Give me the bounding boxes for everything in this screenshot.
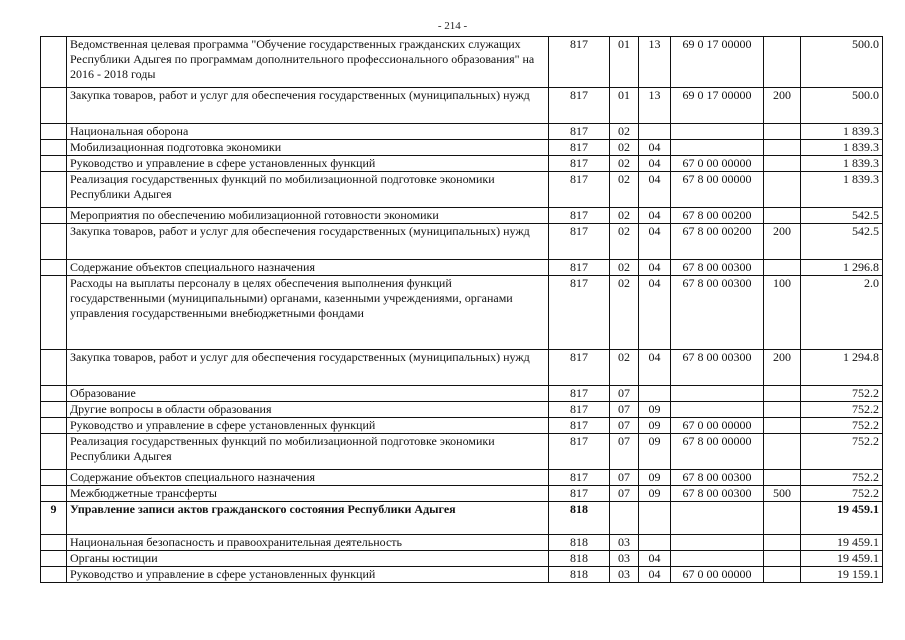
row-pr: 04: [639, 276, 671, 350]
row-name: Руководство и управление в сфере установленных функций: [67, 418, 549, 434]
row-pr: [639, 535, 671, 551]
row-ved: 818: [549, 551, 610, 567]
row-csr: 67 8 00 00000: [671, 434, 764, 470]
row-index: [41, 88, 67, 124]
row-vr: 200: [764, 350, 801, 386]
row-rz: 02: [610, 208, 639, 224]
row-ved: 817: [549, 124, 610, 140]
table-row: [41, 434, 883, 470]
row-vr: [764, 551, 801, 567]
row-csr: 67 8 00 00300: [671, 350, 764, 386]
row-rz: 07: [610, 486, 639, 502]
row-index: [41, 156, 67, 172]
row-vr: [764, 535, 801, 551]
row-rz: 01: [610, 37, 639, 88]
row-vr: [764, 140, 801, 156]
row-name: Содержание объектов специального назначения: [67, 470, 549, 486]
row-vr: [764, 260, 801, 276]
table-row: [41, 156, 883, 172]
row-name: Национальная оборона: [67, 124, 549, 140]
table-row: [41, 350, 883, 386]
row-ved: 817: [549, 140, 610, 156]
row-ved: 817: [549, 276, 610, 350]
row-index: [41, 350, 67, 386]
row-index: [41, 260, 67, 276]
row-csr: 67 0 00 00000: [671, 156, 764, 172]
row-ved: 818: [549, 502, 610, 535]
row-csr: 67 0 00 00000: [671, 567, 764, 583]
row-index: [41, 386, 67, 402]
row-sum: 500.0: [801, 37, 883, 88]
row-sum: 1 294.8: [801, 350, 883, 386]
row-rz: 01: [610, 88, 639, 124]
row-sum: 542.5: [801, 224, 883, 260]
row-name: Управление записи актов гражданского состояния Республики Адыгея: [67, 502, 549, 535]
row-csr: 67 0 00 00000: [671, 418, 764, 434]
row-sum: 1 839.3: [801, 156, 883, 172]
row-name: Образование: [67, 386, 549, 402]
row-name: Руководство и управление в сфере установленных функций: [67, 567, 549, 583]
row-rz: 02: [610, 140, 639, 156]
row-pr: 13: [639, 37, 671, 88]
row-sum: 1 839.3: [801, 172, 883, 208]
row-name: Руководство и управление в сфере установленных функций: [67, 156, 549, 172]
row-name: Закупка товаров, работ и услуг для обеспечения государственных (муниципальных) нужд: [67, 224, 549, 260]
row-pr: 04: [639, 172, 671, 208]
table-row: [41, 276, 883, 350]
row-index: [41, 276, 67, 350]
row-ved: 817: [549, 260, 610, 276]
table-row: [41, 224, 883, 260]
row-ved: 817: [549, 486, 610, 502]
row-vr: 200: [764, 224, 801, 260]
row-pr: 09: [639, 434, 671, 470]
row-index: [41, 551, 67, 567]
row-csr: [671, 386, 764, 402]
row-sum: 19 159.1: [801, 567, 883, 583]
row-ved: 818: [549, 567, 610, 583]
row-pr: 04: [639, 224, 671, 260]
row-rz: 02: [610, 350, 639, 386]
row-vr: [764, 172, 801, 208]
row-vr: [764, 470, 801, 486]
row-index: [41, 470, 67, 486]
row-ved: 817: [549, 88, 610, 124]
row-vr: 200: [764, 88, 801, 124]
row-sum: 1 839.3: [801, 124, 883, 140]
table-row: [41, 260, 883, 276]
table-row: [41, 88, 883, 124]
row-pr: 09: [639, 486, 671, 502]
row-csr: [671, 402, 764, 418]
row-name: Закупка товаров, работ и услуг для обеспечения государственных (муниципальных) нужд: [67, 88, 549, 124]
row-pr: 04: [639, 156, 671, 172]
row-sum: 19 459.1: [801, 535, 883, 551]
row-vr: [764, 502, 801, 535]
row-pr: 04: [639, 140, 671, 156]
row-index: [41, 402, 67, 418]
row-csr: 67 8 00 00000: [671, 172, 764, 208]
row-name: Межбюджетные трансферты: [67, 486, 549, 502]
row-name: Национальная безопасность и правоохранительная деятельность: [67, 535, 549, 551]
row-sum: 752.2: [801, 470, 883, 486]
row-vr: 100: [764, 276, 801, 350]
row-rz: 03: [610, 567, 639, 583]
row-ved: 817: [549, 470, 610, 486]
row-csr: [671, 535, 764, 551]
row-pr: 09: [639, 418, 671, 434]
row-rz: 03: [610, 551, 639, 567]
row-sum: 752.2: [801, 434, 883, 470]
row-index: [41, 224, 67, 260]
row-csr: 67 8 00 00300: [671, 276, 764, 350]
row-name: Закупка товаров, работ и услуг для обеспечения государственных (муниципальных) нужд: [67, 350, 549, 386]
row-index: [41, 535, 67, 551]
table-row: [41, 567, 883, 583]
budget-table: [40, 36, 883, 583]
row-csr: 67 8 00 00300: [671, 486, 764, 502]
row-index: [41, 37, 67, 88]
row-vr: 500: [764, 486, 801, 502]
row-pr: 04: [639, 208, 671, 224]
row-csr: 67 8 00 00200: [671, 208, 764, 224]
row-pr: 04: [639, 567, 671, 583]
table-row: [41, 37, 883, 88]
row-csr: [671, 502, 764, 535]
page-number: - 214 -: [437, 20, 468, 32]
row-rz: 07: [610, 418, 639, 434]
row-sum: 19 459.1: [801, 551, 883, 567]
row-vr: [764, 434, 801, 470]
row-rz: 02: [610, 276, 639, 350]
row-rz: 03: [610, 535, 639, 551]
row-csr: [671, 551, 764, 567]
row-ved: 818: [549, 535, 610, 551]
row-name: Органы юстиции: [67, 551, 549, 567]
row-csr: 67 8 00 00200: [671, 224, 764, 260]
row-pr: 04: [639, 551, 671, 567]
table-row: [41, 386, 883, 402]
row-rz: 02: [610, 156, 639, 172]
row-sum: 752.2: [801, 402, 883, 418]
row-csr: 69 0 17 00000: [671, 37, 764, 88]
row-vr: [764, 208, 801, 224]
row-ved: 817: [549, 37, 610, 88]
row-pr: 04: [639, 350, 671, 386]
row-sum: 752.2: [801, 386, 883, 402]
row-vr: [764, 418, 801, 434]
row-ved: 817: [549, 402, 610, 418]
row-index: 9: [41, 502, 67, 535]
row-ved: 817: [549, 208, 610, 224]
row-sum: 752.2: [801, 418, 883, 434]
row-name: Мероприятия по обеспечению мобилизационной готовности экономики: [67, 208, 549, 224]
row-sum: 19 459.1: [801, 502, 883, 535]
row-rz: 07: [610, 386, 639, 402]
row-name: Реализация государственных функций по мобилизационной подготовке экономики Республики Адыгея: [67, 172, 549, 208]
row-sum: 1 839.3: [801, 140, 883, 156]
row-ved: 817: [549, 434, 610, 470]
row-sum: 752.2: [801, 486, 883, 502]
table-row: [41, 172, 883, 208]
row-name: Содержание объектов специального назначения: [67, 260, 549, 276]
row-rz: [610, 502, 639, 535]
row-ved: 817: [549, 386, 610, 402]
row-ved: 817: [549, 224, 610, 260]
row-pr: [639, 124, 671, 140]
row-sum: 2.0: [801, 276, 883, 350]
row-csr: 67 8 00 00300: [671, 470, 764, 486]
row-vr: [764, 156, 801, 172]
table-row: [41, 551, 883, 567]
table-row: [41, 470, 883, 486]
row-sum: 500.0: [801, 88, 883, 124]
row-pr: 09: [639, 470, 671, 486]
row-ved: 817: [549, 156, 610, 172]
row-csr: [671, 140, 764, 156]
row-name: Другие вопросы в области образования: [67, 402, 549, 418]
row-vr: [764, 386, 801, 402]
row-pr: 09: [639, 402, 671, 418]
row-rz: 02: [610, 260, 639, 276]
table-row: [41, 502, 883, 535]
row-vr: [764, 37, 801, 88]
table-row: [41, 124, 883, 140]
table-row: [41, 140, 883, 156]
row-vr: [764, 402, 801, 418]
row-name: Ведомственная целевая программа "Обучение государственных гражданских служащих Республики Адыгея по программам дополнительного профессионального образования" на 2016 - 2018 годы: [67, 37, 549, 88]
table-row: [41, 535, 883, 551]
row-name: Реализация государственных функций по мобилизационной подготовке экономики Республики Адыгея: [67, 434, 549, 470]
row-csr: 67 8 00 00300: [671, 260, 764, 276]
row-vr: [764, 124, 801, 140]
row-rz: 07: [610, 402, 639, 418]
row-csr: 69 0 17 00000: [671, 88, 764, 124]
row-sum: 542.5: [801, 208, 883, 224]
row-index: [41, 140, 67, 156]
row-csr: [671, 124, 764, 140]
row-rz: 07: [610, 434, 639, 470]
table-row: [41, 208, 883, 224]
row-rz: 07: [610, 470, 639, 486]
row-name: Расходы на выплаты персоналу в целях обеспечения выполнения функций государственными (муниципальными) органами, казенными учреждениями, органами управления государственными внебюджетными фондами: [67, 276, 549, 350]
row-ved: 817: [549, 418, 610, 434]
row-index: [41, 124, 67, 140]
row-index: [41, 567, 67, 583]
row-pr: [639, 502, 671, 535]
row-index: [41, 486, 67, 502]
row-pr: 04: [639, 260, 671, 276]
row-rz: 02: [610, 224, 639, 260]
row-pr: 13: [639, 88, 671, 124]
row-ved: 817: [549, 172, 610, 208]
row-index: [41, 208, 67, 224]
table-row: [41, 402, 883, 418]
row-rz: 02: [610, 124, 639, 140]
row-name: Мобилизационная подготовка экономики: [67, 140, 549, 156]
row-index: [41, 172, 67, 208]
row-index: [41, 418, 67, 434]
row-index: [41, 434, 67, 470]
row-ved: 817: [549, 350, 610, 386]
row-sum: 1 296.8: [801, 260, 883, 276]
row-pr: [639, 386, 671, 402]
table-row: [41, 486, 883, 502]
table-row: [41, 418, 883, 434]
row-rz: 02: [610, 172, 639, 208]
row-vr: [764, 567, 801, 583]
